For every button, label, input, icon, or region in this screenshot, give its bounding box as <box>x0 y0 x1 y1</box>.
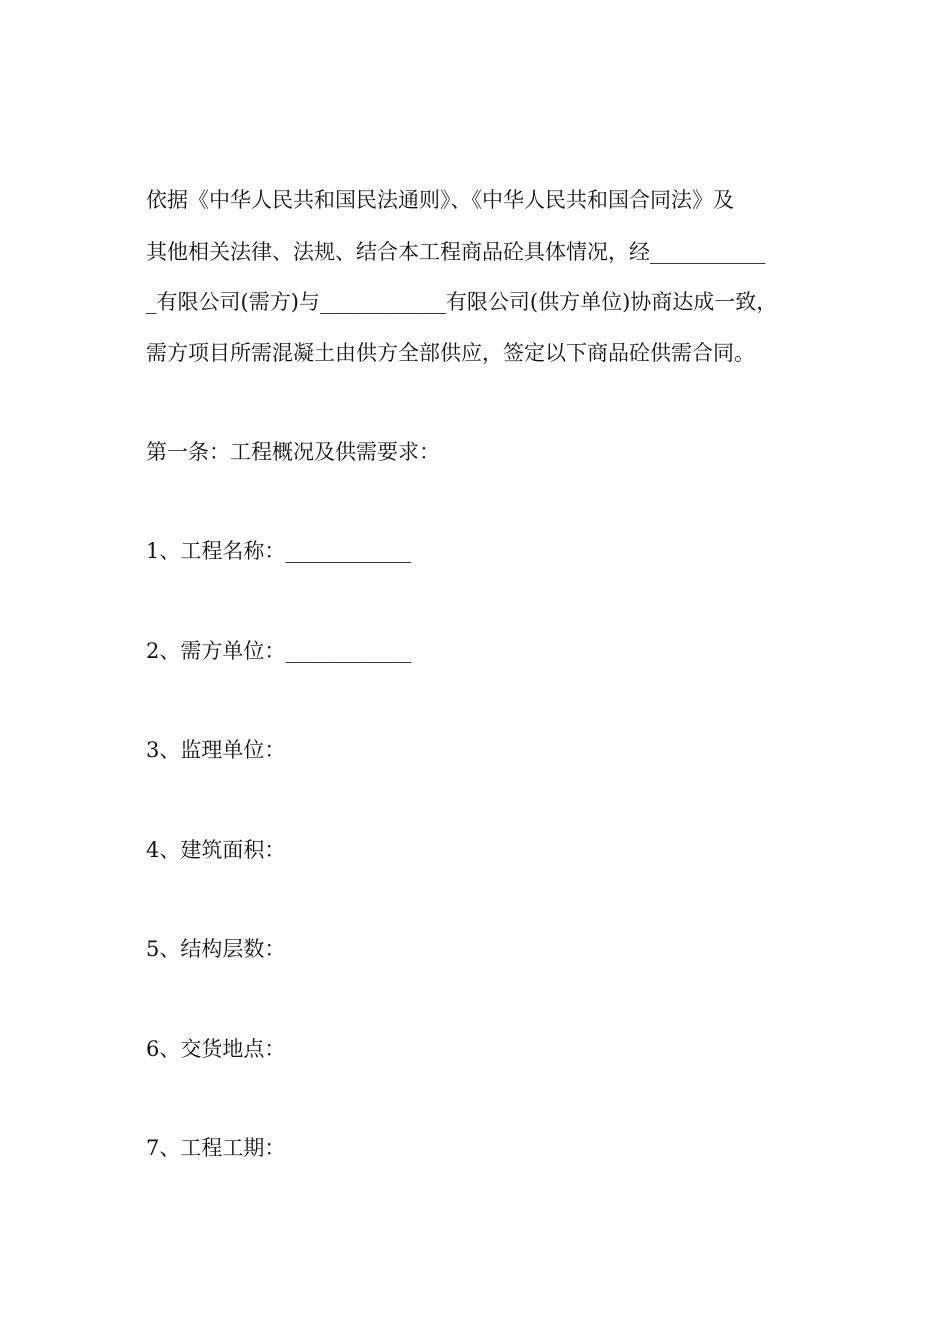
item-project-name: 1、工程名称：____________ <box>146 539 412 563</box>
item-buyer-unit: 2、需方单位：____________ <box>146 639 412 663</box>
item-structure-floors: 5、结构层数： <box>146 937 286 961</box>
item-building-area: 4、建筑面积： <box>146 838 286 862</box>
item-project-duration: 7、工程工期： <box>146 1136 286 1160</box>
article-1-heading: 第一条：工程概况及供需要求： <box>146 440 440 464</box>
item-delivery-location: 6、交货地点： <box>146 1037 286 1061</box>
item-supervision-unit: 3、监理单位： <box>146 738 286 762</box>
intro-paragraph-line-3: _有限公司(需方)与____________有限公司(供方单位)协商达成一致， <box>146 290 778 314</box>
intro-paragraph-line-1: 依据《中华人民共和国民法通则》、《中华人民共和国合同法》及 <box>146 188 734 212</box>
intro-paragraph-line-2: 其他相关法律、法规、结合本工程商品砼具体情况，经___________ <box>146 240 766 264</box>
intro-paragraph-line-4: 需方项目所需混凝土由供方全部供应，签定以下商品砼供需合同。 <box>146 341 755 365</box>
